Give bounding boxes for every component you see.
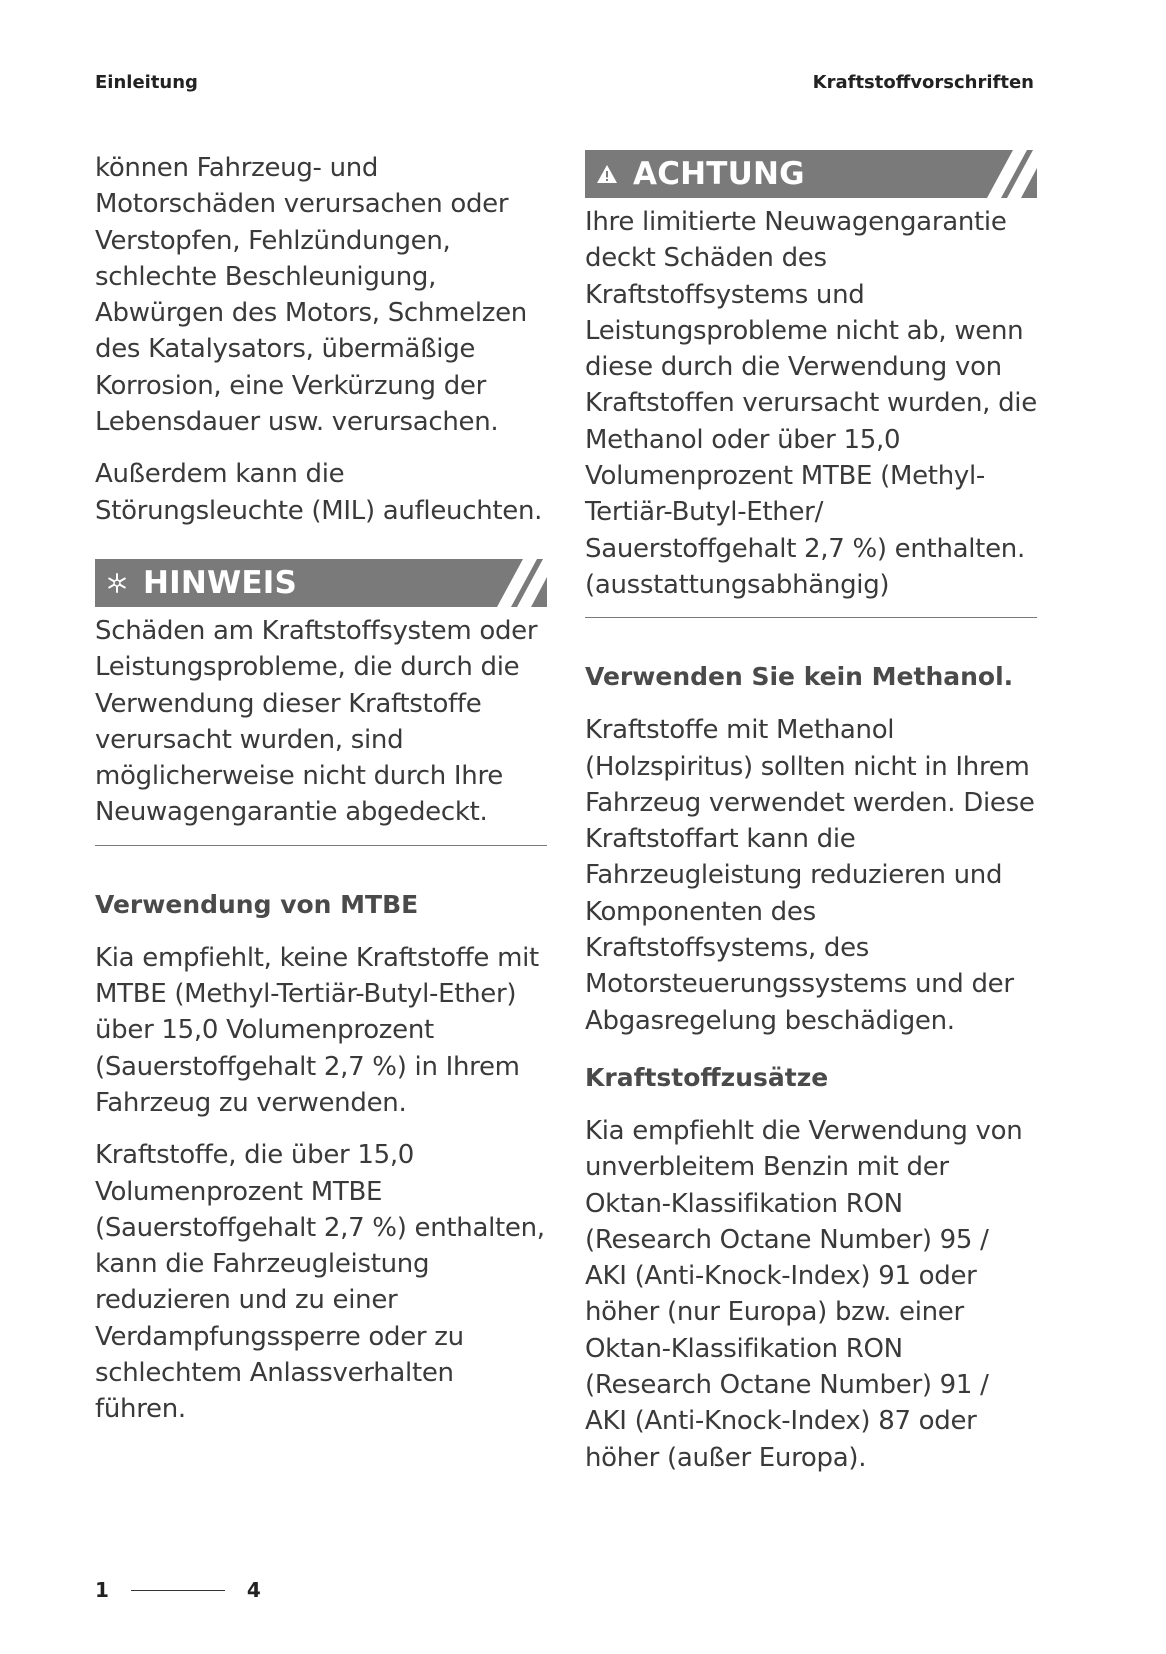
- chapter-number: 1: [95, 1578, 109, 1602]
- note-box: [95, 559, 547, 846]
- mil-paragraph: Außerdem kann die Störungsleuchte (MIL) aufleuchten.: [95, 459, 543, 526]
- mtbe-paragraph-2: Kraftstoffe, die über 15,0 Volumenprozent MTBE (Sauerstoffgehalt 2,7 %) enthalten, kann die Fahrzeugleistung reduzieren und zu einer Verdampfungssperre oder zu schlechtem Anlassverhalten führen.: [95, 1140, 545, 1425]
- note-divider: [95, 845, 547, 846]
- mtbe-paragraph-1: Kia empfiehlt, keine Kraftstoffe mit MTBE (Methyl-Tertiär-Butyl-Ether) über 15,0 Volumenprozent (Sauerstoffgehalt 2,7 %) in Ihrem Fahrzeug zu verwenden.: [95, 942, 539, 1118]
- intro-paragraph: können Fahrzeug- und Motorschäden verursachen oder Verstopfen, Fehlzündungen, schlechte Beschleunigung, Abwürgen des Motors, Schmelzen des Katalysators, übermäßige Korrosion, eine Verkürzung der Lebensdauer usw. verursachen.: [95, 153, 527, 438]
- left-column: [95, 150, 547, 1444]
- running-head-section: Kraftstoffvorschriften: [812, 72, 1034, 93]
- warning-triangle-icon: [595, 162, 619, 186]
- methanol-heading: Verwenden Sie kein Methanol.: [585, 662, 1014, 692]
- banner-stripes: [467, 559, 547, 607]
- note-text: Schäden am Kraftstoffsystem oder Leistungsprobleme, die durch die Verwendung dieser Kraftstoffe verursacht wurden, sind möglicherweise nicht durch Ihre Neuwagengarantie abgedeckt.: [95, 615, 538, 828]
- page-number: 4: [246, 1578, 261, 1602]
- page-footer: [95, 1578, 261, 1602]
- caution-title: ACHTUNG: [633, 156, 805, 192]
- caution-box: [585, 150, 1037, 618]
- caution-divider: [585, 617, 1037, 618]
- footer-line: [131, 1590, 225, 1591]
- note-banner: [95, 559, 547, 607]
- additives-paragraph: Kia empfiehlt die Verwendung von unverbleitem Benzin mit der Oktan-Klassifikation RON (Research Octane Number) 95 / AKI (Anti-Knock-Index) 91 oder höher (nur Europa) bzw. einer Oktan-Klassifikation RON (Research Octane Number) 91 / AKI (Anti-Knock-Index) 87 oder höher (außer Europa).: [585, 1115, 1023, 1473]
- methanol-paragraph: Kraftstoffe mit Methanol (Holzspiritus) sollten nicht in Ihrem Fahrzeug verwendet werden. Diese Kraftstoffart kann die Fahrzeugleistung reduzieren und Komponenten des Kraftstoffsystems, des Motorsteuerungssystems und der Abgasregelung beschädigen.: [585, 715, 1035, 1036]
- caution-banner: [585, 150, 1037, 198]
- right-column: [585, 150, 1037, 1492]
- additives-heading: Kraftstoffzusätze: [585, 1062, 829, 1092]
- running-head-chapter: Einleitung: [95, 72, 198, 93]
- asterisk-icon: [105, 571, 129, 595]
- caution-text: Ihre limitierte Neuwagengarantie deckt Schäden des Kraftstoffsystems und Leistungsprobleme nicht ab, wenn diese durch die Verwendung von Kraftstoffen verursacht wurden, die Methanol oder über 15,0 Volumenprozent MTBE (Methyl-Tertiär-Butyl-Ether/ Sauerstoffgehalt 2,7 %) enthalten. (ausstattungsabhängig): [585, 207, 1037, 600]
- mtbe-heading: Verwendung von MTBE: [95, 889, 419, 919]
- banner-stripes: [957, 150, 1037, 198]
- note-title: HINWEIS: [143, 564, 298, 601]
